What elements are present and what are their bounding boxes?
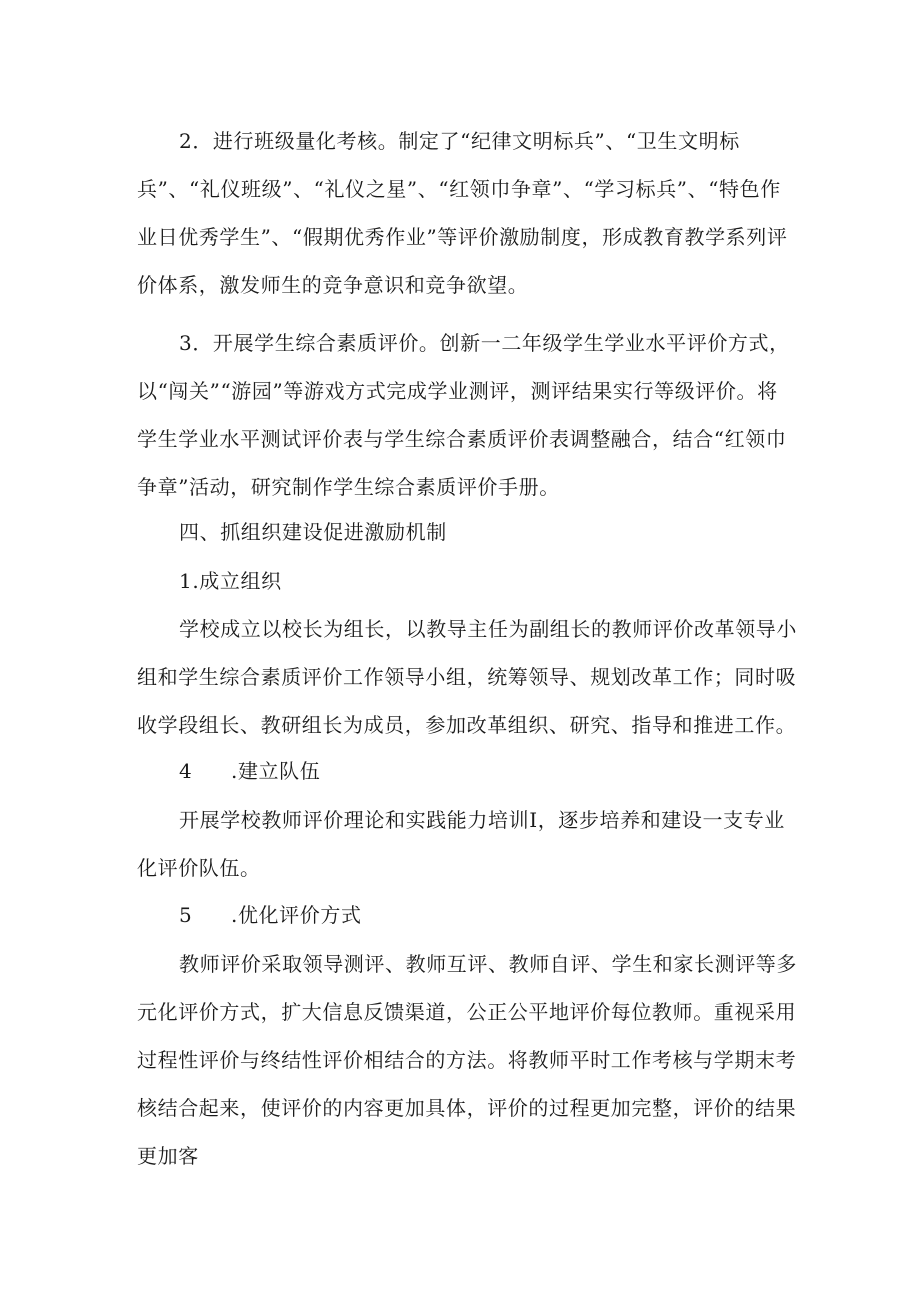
paragraph-evaluation-methods: 教师评价采取领导测评、教师互评、教师自评、学生和家长测评等多元化评价方式，扩大信息反馈渠道，公正公平地评价每位教师。重视采用过程性评价与终结性评价相结合的方法。将教师平时工作考核与学期末考核结合起来，使评价的内容更加具体，评价的过程更加完整，评价的结果更加客 — [137, 952, 797, 1168]
subheading-establish-organization: 1.成立组织 — [179, 569, 282, 593]
heading-number: 4 — [179, 759, 193, 783]
paragraph-team-training: 开展学校教师评价理论和实践能力培训I，逐步培养和建设一支专业化评价队伍。 — [137, 808, 785, 880]
paragraph-organization: 学校成立以校长为组长，以教导主任为副组长的教师评价改革领导小组和学生综合素质评价工作领导小组，统筹领导、规划改革工作；同时吸收学段组长、教研组长为成员，参加改革组织、研究、指导和推进工作。 — [137, 617, 797, 737]
heading-text: .优化评价方式 — [231, 903, 362, 927]
subheading-build-team — [179, 747, 320, 795]
subheading-optimize-evaluation — [179, 891, 362, 939]
section-heading-organization: 四、抓组织建设促进激励机制 — [179, 520, 447, 544]
heading-text: .建立队伍 — [231, 759, 321, 783]
paragraph-student-evaluation: 3．开展学生综合素质评价。创新一二年级学生学业水平评价方式，以“闯关”“游园”等游戏方式完成学业测评，测评结果实行等级评价。将学生学业水平测试评价表与学生综合素质评价表调整融合，结合“红领巾争章”活动，研究制作学生综合素质评价手册。 — [137, 331, 790, 499]
heading-number: 5 — [179, 903, 193, 927]
paragraph-class-assessment: 2．进行班级量化考核。制定了“纪律文明标兵”、“卫生文明标兵”、“礼仪班级”、“礼仪之星”、“红领巾争章”、“学习标兵”、“特色作业日优秀学生”、“假期优秀作业”等评价激励制度，形成教育教学系列评价体系，激发师生的竞争意识和竞争欲望。 — [137, 129, 788, 297]
